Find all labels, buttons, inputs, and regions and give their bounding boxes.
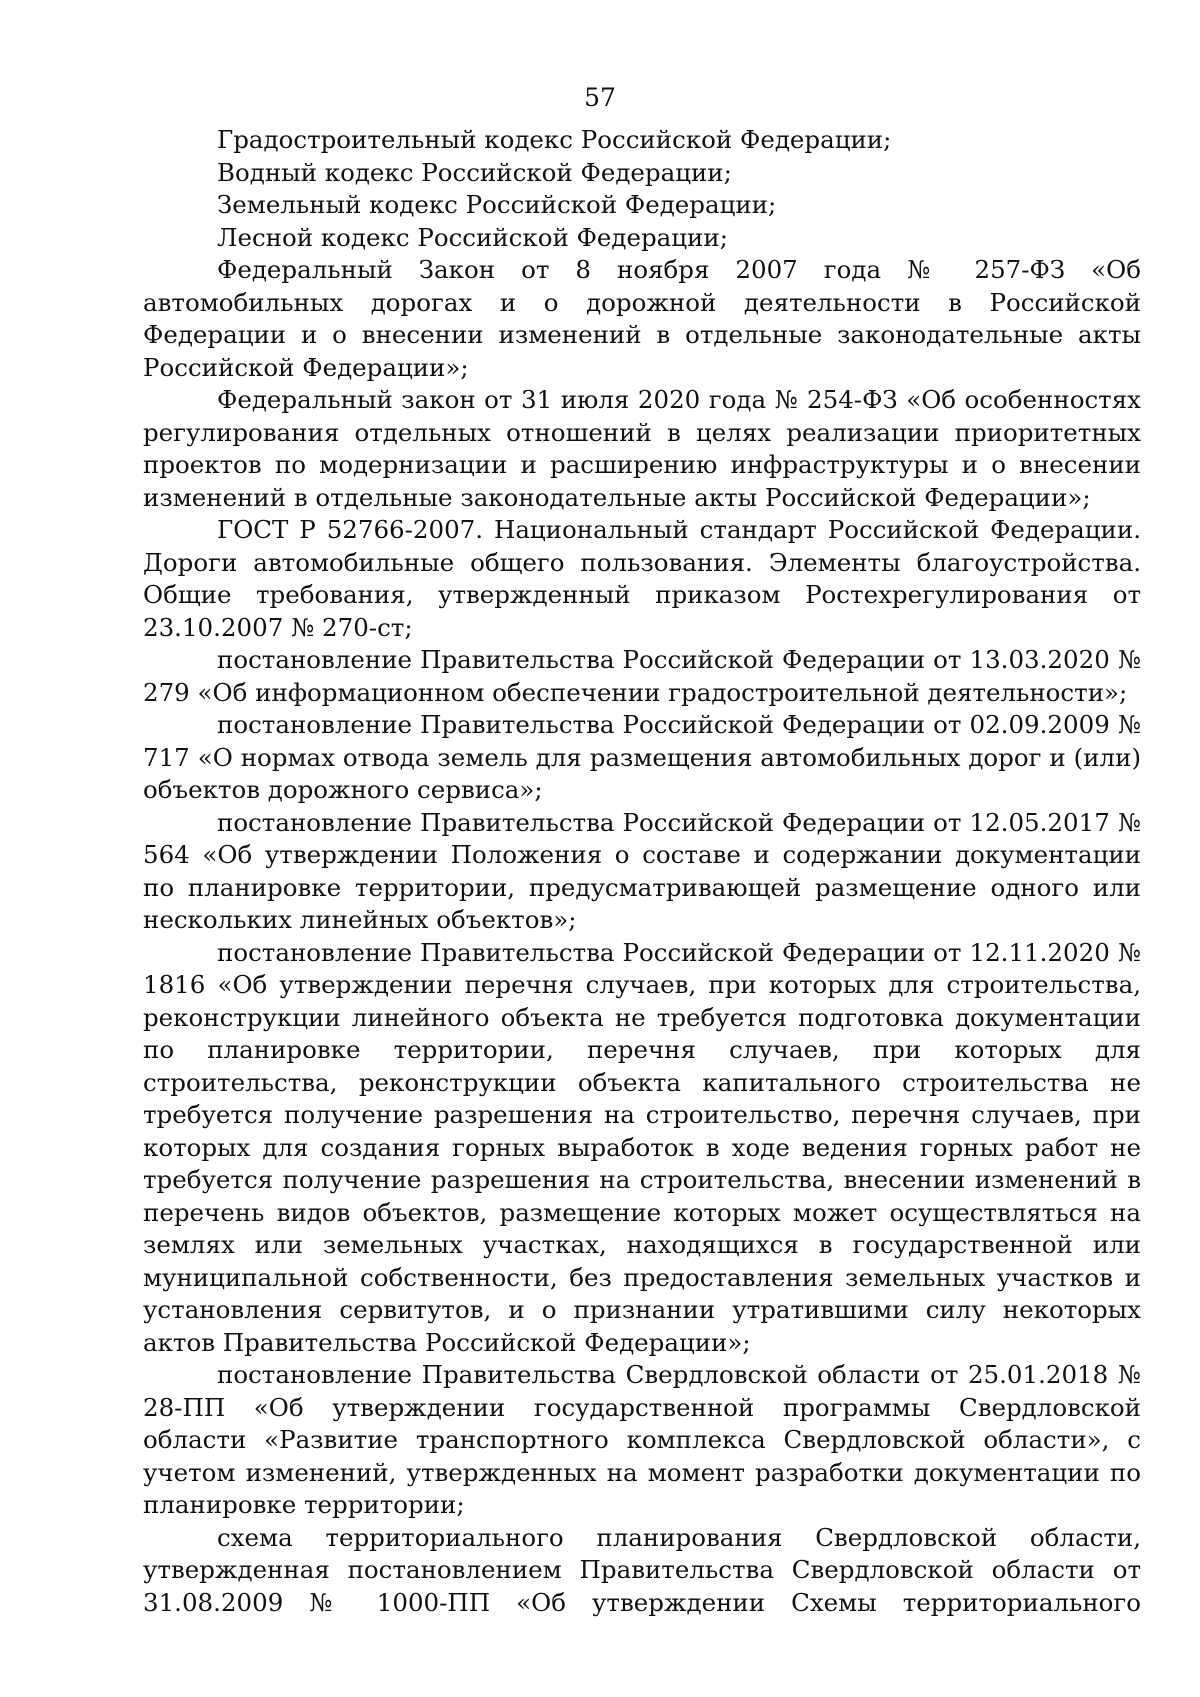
paragraph-land-code: Земельный кодекс Российской Федерации;	[217, 190, 777, 219]
paragraph-gost-52766: ГОСТ Р 52766-2007. Национальный стандарт Российской Федерации. Дороги автомобильные общего пользования. Элементы благоустройства. Общие требования, утвержденный приказом Ростехрегулирования от 23.10.2007 № 270-ст;	[143, 515, 1141, 642]
paragraph-resolution-717: постановление Правительства Российской Федерации от 02.09.2009 № 717 «О нормах отвода земель для размещения автомобильных дорог и (или) объектов дорожного сервиса»;	[143, 710, 1141, 804]
paragraph-water-code: Водный кодекс Российской Федерации;	[217, 157, 732, 187]
paragraph-resolution-1816: постановление Правительства Российской Федерации от 12.11.2020 № 1816 «Об утверждении перечня случаев, при которых для строительства, реконструкции линейного объекта не требуется подготовка документации по планировке территории, перечня случаев, при которых для строительства, реконструкции объекта капитального строительства не требуется получение разрешения на строительство, перечня случаев, при которых для создания горных выработок в ходе ведения горных работ не требуется получение разрешения на строительства, внесении изменений в перечень видов объектов, размещение которых может осуществляться на землях или земельных участках, находящихся в государственной или муниципальной собственности, без предоставления земельных участков и установления сервитутов, и о признании утратившими силу некоторых актов Правительства Российской Федерации»;	[143, 937, 1141, 1357]
paragraph-forest-code: Лесной кодекс Российской Федерации;	[217, 222, 728, 252]
paragraph-urban-planning-code: Градостроительный кодекс Российской Федерации;	[217, 125, 892, 154]
paragraph-federal-law-254: Федеральный закон от 31 июля 2020 года № 254-ФЗ «Об особенностях регулирования отдельных отношений в целях реализации приоритетных проектов по модернизации и расширению инфраструктуры и о внесении изменений в отдельные законодательные акты Российской Федерации»;	[143, 385, 1141, 512]
paragraph-resolution-28-pp: постановление Правительства Свердловской области от 25.01.2018 № 28-ПП «Об утверждении государственной программы Свердловской области «Развитие транспортного комплекса Свердловской области», с учетом изменений, утвержденных на момент разработки документации по планировке территории;	[143, 1360, 1141, 1519]
paragraph-federal-law-257: Федеральный Закон от 8 ноября 2007 года № 257-ФЗ «Об автомобильных дорогах и о дорожной деятельности в Российской Федерации и о внесении изменений в отдельные законодательные акты Российской Федерации»;	[143, 255, 1141, 382]
paragraph-resolution-279: постановление Правительства Российской Федерации от 13.03.2020 № 279 «Об информационном обеспечении градостроительной деятельности»;	[143, 645, 1141, 707]
page-number: 57	[584, 83, 616, 112]
paragraph-territorial-planning-scheme: схема территориального планирования Свердловской области, утвержденная постановлением Правительства Свердловской области от 31.08.2009 № 1000-ПП «Об утверждении Схемы территориального	[143, 1522, 1141, 1617]
document-body	[143, 124, 1141, 1619]
paragraph-resolution-564: постановление Правительства Российской Федерации от 12.05.2017 № 564 «Об утверждении Положения о составе и содержании документации по планировке территории, предусматривающей размещение одного или нескольких линейных объектов»;	[143, 807, 1141, 934]
